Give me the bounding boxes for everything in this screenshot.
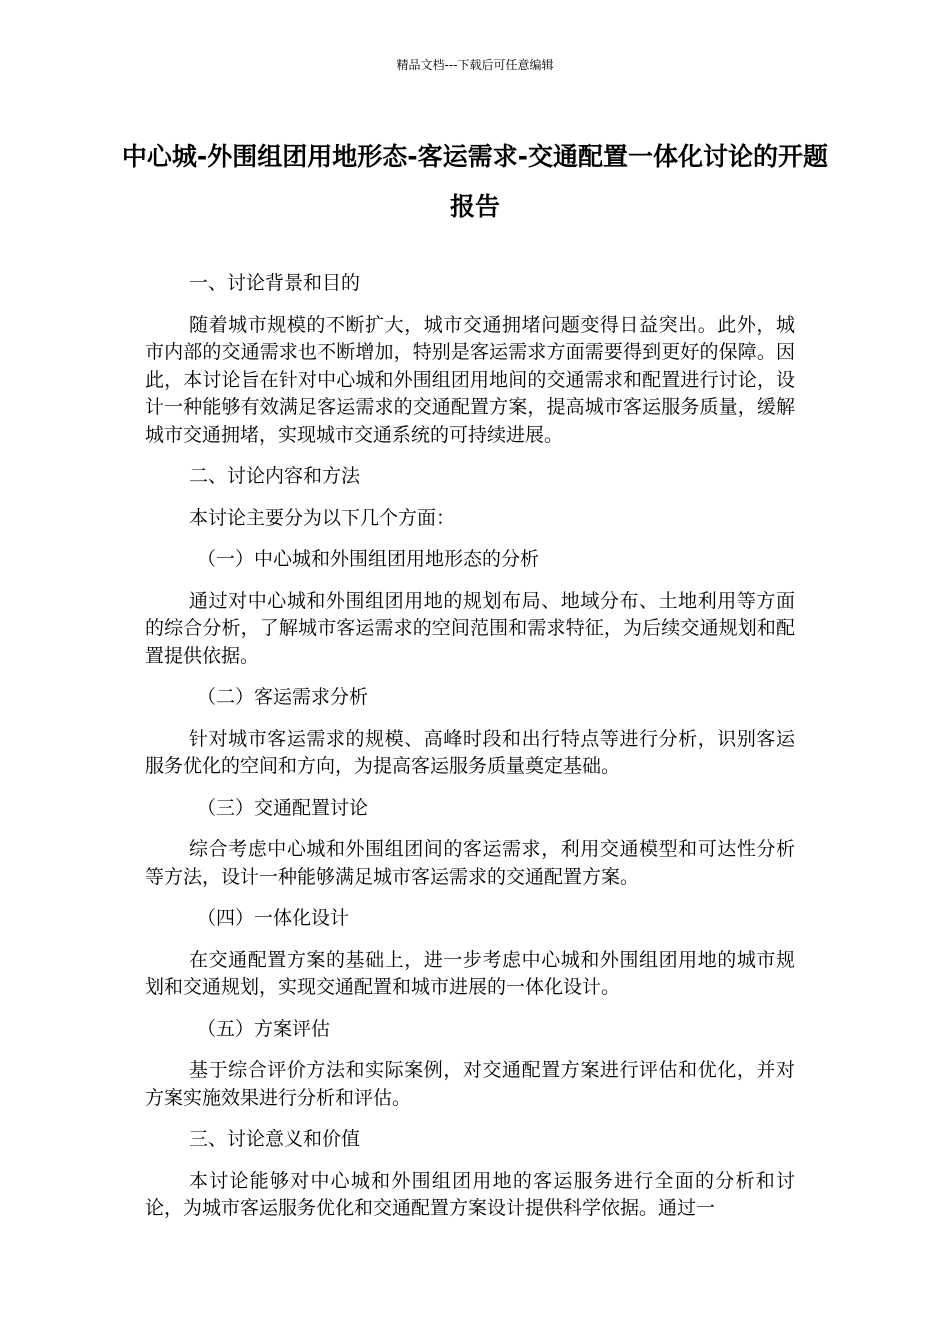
subheading-plan-evaluation: （五）方案评估	[197, 1017, 331, 1040]
section-heading-background: 一、讨论背景和目的	[189, 272, 361, 294]
subheading-integrated-design: （四）一体化设计	[197, 907, 350, 929]
header-note: 精品文档---下载后可任意编辑	[396, 58, 554, 72]
paragraph-traffic-configuration: 综合考虑中心城和外围组团间的客运需求，利用交通模型和可达性分析等方法，设计一种能够满足城市客运需求的交通配置方案。	[145, 838, 795, 888]
subheading-demand-analysis: （二）客运需求分析	[197, 686, 369, 708]
paragraph-land-use-analysis: 通过对中心城和外围组团用地的规划布局、地域分布、土地利用等方面的综合分析，了解城市客运需求的空间范围和需求特征，为后续交通规划和配置提供依据。	[145, 589, 795, 667]
section-heading-significance: 三、讨论意义和价值	[189, 1128, 361, 1150]
document-title: 中心城-外围组团用地形态-客运需求-交通配置一体化讨论的开题报告	[121, 142, 829, 221]
section-heading-content-methods: 二、讨论内容和方法	[189, 465, 361, 487]
paragraph-intro: 本讨论主要分为以下几个方面：	[189, 506, 456, 529]
paragraph-plan-evaluation: 基于综合评价方法和实际案例，对交通配置方案进行评估和优化，并对方案实施效果进行分析和评估。	[145, 1059, 795, 1109]
subheading-traffic-configuration: （三）交通配置讨论	[197, 796, 369, 819]
paragraph-demand-analysis: 针对城市客运需求的规模、高峰时段和出行特点等进行分析，识别客运服务优化的空间和方向，为提高客运服务质量奠定基础。	[145, 727, 795, 777]
paragraph-background: 随着城市规模的不断扩大，城市交通拥堵问题变得日益突出。此外，城市内部的交通需求也不断增加，特别是客运需求方面需要得到更好的保障。因此，本讨论旨在针对中心城和外围组团用地间的交通需求和配置进行讨论，设计一种能够有效满足客运需求的交通配置方案，提高城市客运服务质量，缓解城市交通拥堵，实现城市交通系统的可持续进展。	[145, 313, 795, 446]
paragraph-significance: 本讨论能够对中心城和外围组团用地的客运服务进行全面的分析和讨论，为城市客运服务优化和交通配置方案设计提供科学依据。通过一	[145, 1169, 795, 1219]
document-body	[145, 270, 795, 1223]
subheading-land-use-analysis: （一）中心城和外围组团用地形态的分析	[197, 548, 540, 570]
paragraph-integrated-design: 在交通配置方案的基础上，进一步考虑中心城和外围组团用地的城市规划和交通规划，实现交通配置和城市进展的一体化设计。	[145, 948, 795, 998]
